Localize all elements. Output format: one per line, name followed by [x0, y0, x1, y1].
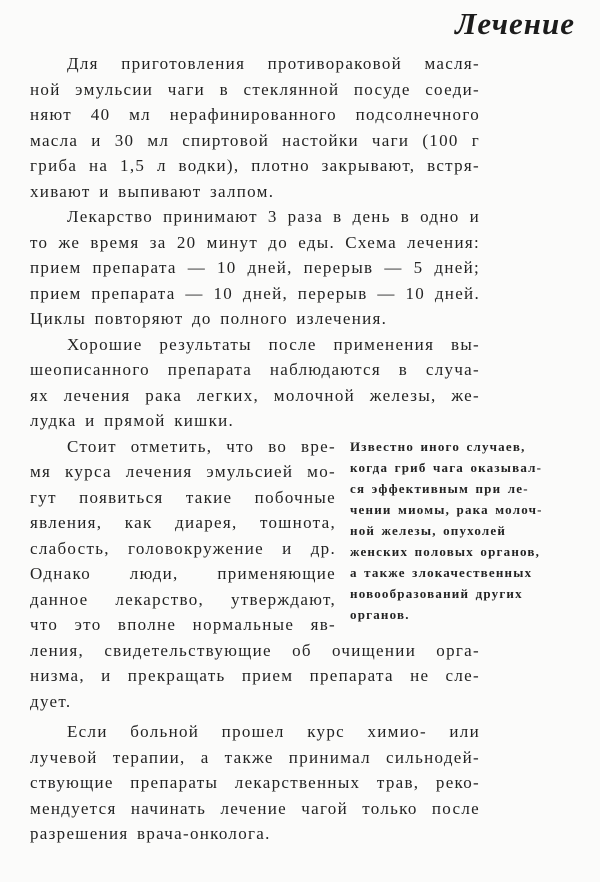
text-line: разрешения врача-онколога.	[30, 824, 271, 843]
text-line: чении миомы, рака молоч-	[350, 501, 543, 517]
paragraph-oncologist-advice	[30, 719, 480, 847]
text-line: данное лекарство, утверждают,	[30, 589, 336, 609]
text-line: ления, свидетельствующие об очищении орга-	[30, 640, 480, 660]
text-line: новообразований других	[350, 585, 523, 601]
text-line: Стоит отметить, что во вре-	[67, 436, 336, 456]
text-line: мя курса лечения эмульсией мо-	[30, 462, 336, 481]
page-body	[30, 51, 578, 847]
text-line: Хорошие результаты после применения вы-	[67, 334, 480, 354]
text-line: низма, и прекращать прием препарата не сле-	[30, 666, 480, 685]
text-line: прием препарата — 10 дней, перерыв — 5 дней;	[30, 258, 480, 277]
paragraph-side-effects-continued	[30, 638, 480, 715]
text-line: Циклы повторяют до полного излечения.	[30, 309, 388, 328]
text-line: Лекарство принимают 3 раза в день в одно и	[67, 207, 480, 226]
paragraph-dosage-schedule	[30, 204, 480, 332]
paragraph-side-effects-narrow	[30, 434, 336, 638]
paragraph-emulsion-recipe	[30, 51, 480, 204]
text-line: что это вполне нормальные яв-	[30, 615, 336, 634]
text-line: то же время за 20 минут до еды. Схема лечения:	[30, 232, 480, 252]
text-line: слабость, головокружение и др.	[30, 538, 336, 558]
text-line: прием препарата — 10 дней, перерыв — 10 дней.	[30, 283, 480, 303]
text-line: гут появиться такие побочные	[30, 487, 336, 507]
text-line: Если больной прошел курс химио- или	[67, 722, 480, 741]
text-line: гриба на 1,5 л водки), плотно закрывают, встря-	[30, 156, 480, 175]
text-line: мендуется начинать лечение чагой только после	[30, 798, 480, 818]
text-line: няют 40 мл нерафинированного подсолнечного	[30, 105, 480, 124]
text-line: органов.	[350, 606, 410, 622]
text-line: а также злокачественных	[350, 564, 533, 580]
text-line: масла и 30 мл спиртовой настойки чаги (100 г	[30, 130, 480, 150]
text-line: хивают и выпивают залпом.	[30, 181, 275, 201]
text-line: Известно иного случаев,	[350, 438, 526, 454]
wrap-region	[30, 434, 578, 638]
text-line: лудка и прямой кишки.	[30, 411, 235, 430]
text-line: ной железы, опухолей	[350, 522, 507, 538]
text-line: ся эффективным при ле-	[350, 480, 529, 496]
text-line: шеописанного препарата наблюдаются в случа-	[30, 360, 480, 379]
text-line: Однако люди, применяющие	[30, 564, 336, 583]
text-line: явления, как диарея, тошнота,	[30, 513, 336, 532]
text-line: лучевой терапии, а также принимал сильнодей-	[30, 747, 480, 767]
text-line: дует.	[30, 691, 72, 711]
text-line: ях лечения рака легких, молочной железы, же-	[30, 385, 480, 405]
text-line: Для приготовления противораковой масля-	[67, 54, 480, 73]
text-line: ствующие препараты лекарственных трав, реко-	[30, 773, 480, 792]
margin-note	[350, 434, 576, 625]
text-line: когда гриб чага оказывал-	[350, 459, 543, 475]
page-title: Лечение	[455, 6, 575, 41]
text-line: ной эмульсии чаги в стеклянной посуде соеди-	[30, 79, 480, 99]
text-line: женских половых органов,	[350, 543, 541, 559]
paragraph-good-results	[30, 332, 480, 434]
